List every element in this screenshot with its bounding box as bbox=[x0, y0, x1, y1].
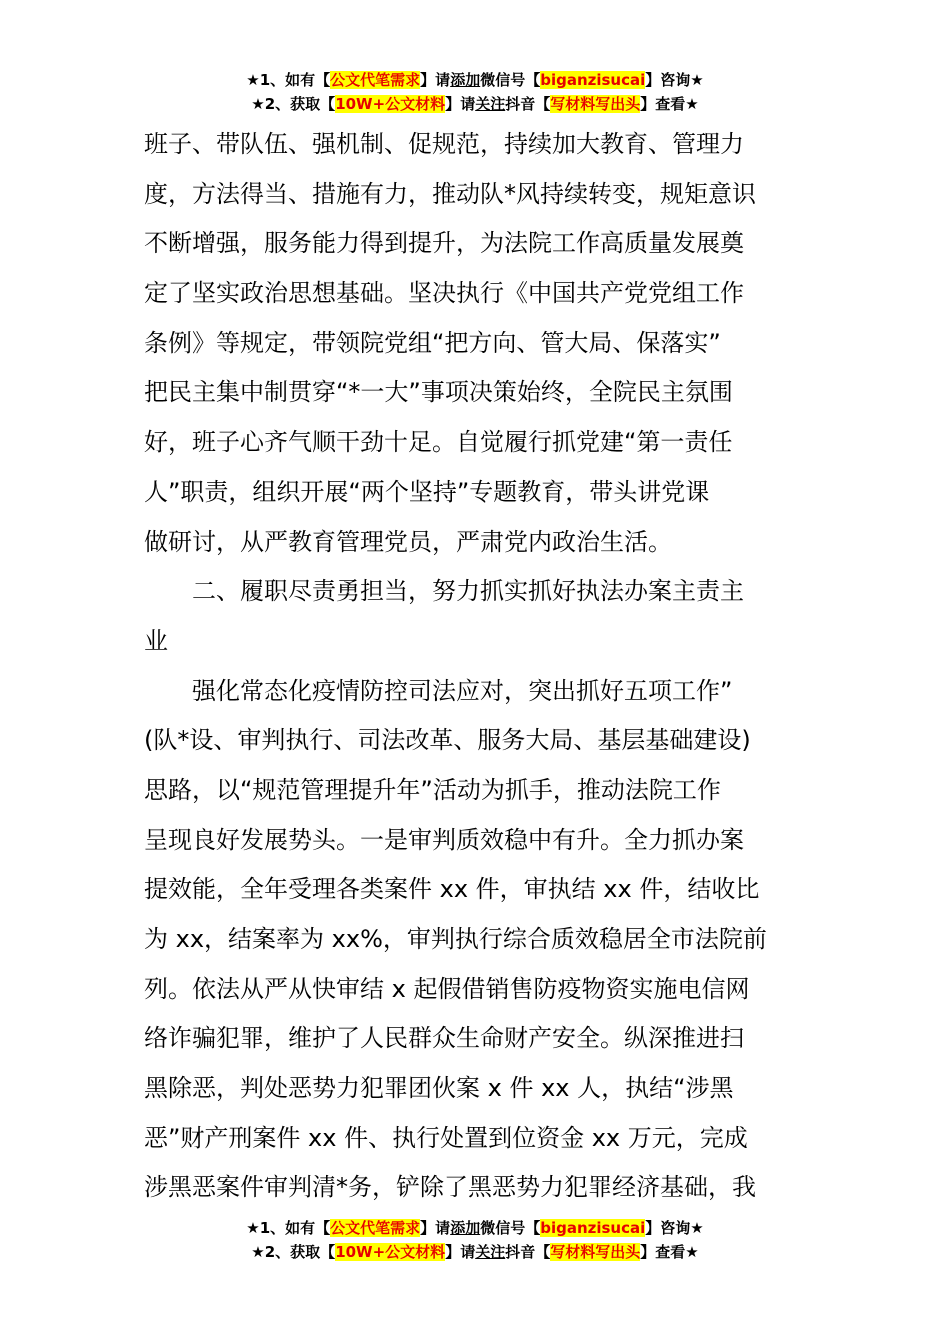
banner-highlight: biganzisucai bbox=[540, 71, 646, 89]
banner-highlight: 写材料写出头 bbox=[550, 95, 641, 113]
section-heading: 二、履职尽责勇担当，努力抓实抓好执法办案主责主 bbox=[144, 577, 744, 606]
banner-line-1: ★1、如有【公文代笔需求】请添加微信号【biganzisucai】咨询★ bbox=[246, 1219, 704, 1237]
body-line: 做研讨，从严教育管理党员，严肃党内政治生活。 bbox=[144, 527, 672, 556]
body-line: 列。依法从严从快审结 x 起假借销售防疫物资实施电信网 bbox=[144, 974, 750, 1003]
footer-banner bbox=[0, 1216, 950, 1264]
body-line: 条例》等规定，带领院党组“把方向、管大局、保落实” bbox=[144, 328, 721, 357]
banner-line-2: ★2、获取【10W+公文材料】请关注抖音【写材料写出头】查看★ bbox=[251, 1243, 699, 1261]
body-line: 定了坚实政治思想基础。坚决执行《中国共产党党组工作 bbox=[144, 279, 744, 308]
banner-highlight: 写材料写出头 bbox=[550, 1243, 641, 1261]
body-line: 人”职责，组织开展“两个坚持”专题教育，带头讲党课 bbox=[144, 477, 710, 506]
banner-highlight: biganzisucai bbox=[540, 1219, 646, 1237]
header-banner bbox=[0, 68, 950, 116]
body-line: 强化常态化疫情防控司法应对，突出抓好五项工作” bbox=[144, 676, 733, 705]
body-line: 提效能，全年受理各类案件 xx 件，审执结 xx 件，结收比 bbox=[144, 875, 760, 904]
body-line: 度，方法得当、措施有力，推动队*风持续转变，规矩意识 bbox=[144, 179, 756, 208]
body-line: 恶”财产刑案件 xx 件、执行处置到位资金 xx 万元，完成 bbox=[144, 1123, 748, 1152]
body-line: 涉黑恶案件审判清*务，铲除了黑恶势力犯罪经济基础，我 bbox=[144, 1173, 756, 1202]
banner-line-1: ★1、如有【公文代笔需求】请添加微信号【biganzisucai】咨询★ bbox=[246, 71, 704, 89]
section-heading: 业 bbox=[144, 626, 168, 655]
banner-highlight: 公文代笔需求 bbox=[330, 1219, 421, 1237]
banner-highlight: 10W+公文材料 bbox=[335, 1243, 446, 1261]
document-body bbox=[144, 120, 808, 1213]
banner-highlight: 10W+公文材料 bbox=[335, 95, 446, 113]
body-line: 好，班子心齐气顺干劲十足。自觉履行抓党建“第一责任 bbox=[144, 428, 733, 457]
body-line: 不断增强，服务能力得到提升，为法院工作高质量发展奠 bbox=[144, 229, 744, 258]
body-line: 为 xx，结案率为 xx%，审判执行综合质效稳居全市法院前 bbox=[144, 925, 767, 953]
body-line: 黑除恶，判处恶势力犯罪团伙案 x 件 xx 人，执结“涉黑 bbox=[144, 1074, 734, 1103]
body-line: 思路，以“规范管理提升年”活动为抓手，推动法院工作 bbox=[144, 775, 721, 804]
body-line: (队*设、审判执行、司法改革、服务大局、基层基础建设) bbox=[144, 726, 751, 755]
banner-line-2: ★2、获取【10W+公文材料】请关注抖音【写材料写出头】查看★ bbox=[251, 95, 699, 113]
banner-highlight: 公文代笔需求 bbox=[330, 71, 421, 89]
body-line: 络诈骗犯罪，维护了人民群众生命财产安全。纵深推进扫 bbox=[144, 1024, 744, 1053]
body-line: 把民主集中制贯穿“*一大”事项决策始终，全院民主氛围 bbox=[144, 378, 733, 407]
body-line: 班子、带队伍、强机制、促规范，持续加大教育、管理力 bbox=[144, 130, 744, 158]
body-line: 呈现良好发展势头。一是审判质效稳中有升。全力抓办案 bbox=[144, 825, 744, 854]
